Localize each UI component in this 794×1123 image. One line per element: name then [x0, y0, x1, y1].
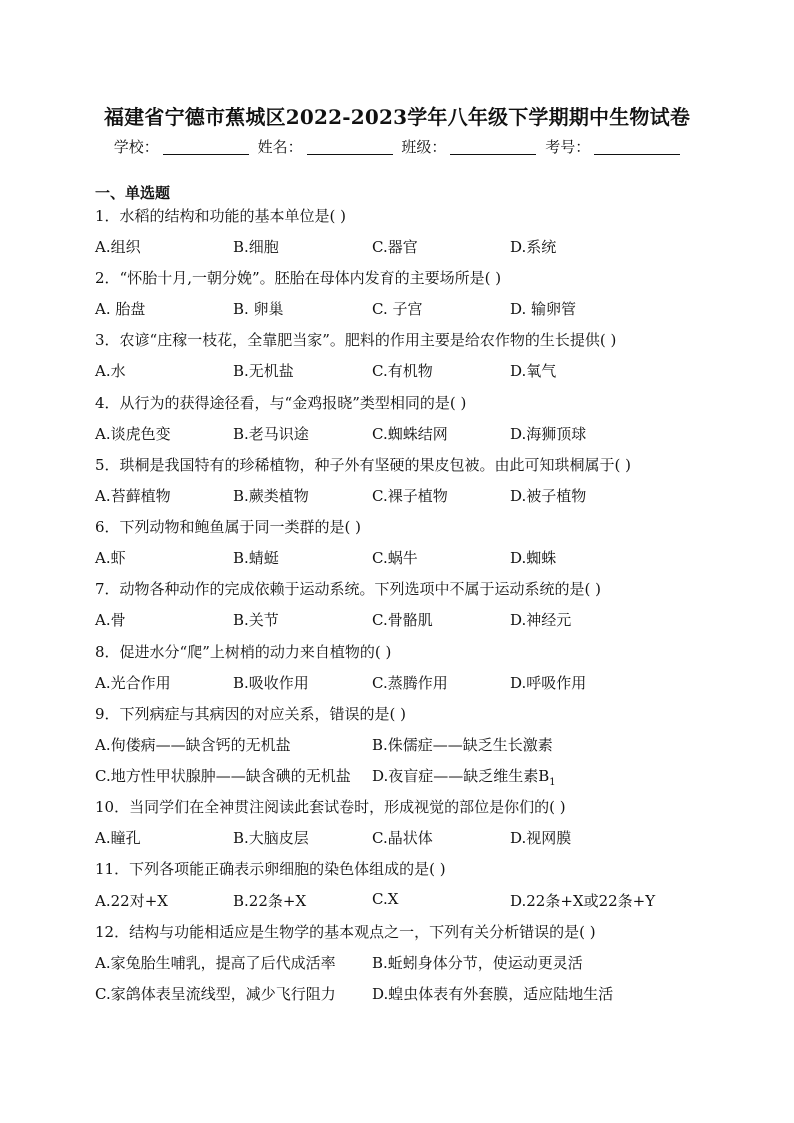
option-a: A.组织 — [95, 238, 141, 256]
option-c: C. 子宫 — [372, 300, 423, 318]
option-a: A.瞳孔 — [95, 829, 141, 847]
name-label: 姓名： — [257, 138, 303, 156]
option-d: D.海狮顶球 — [510, 425, 587, 443]
option-a: A.谈虎色变 — [95, 425, 171, 443]
question-stem: 2．“怀胎十月,一朝分娩”。胚胎在母体内发育的主要场所是( ) — [95, 269, 502, 287]
question-options — [95, 672, 715, 692]
option-c: C.器官 — [372, 238, 418, 256]
option-c: C.家鸽体表呈流线型，减少飞行阻力 — [95, 985, 336, 1003]
question-stem: 8．促进水分“爬”上树梢的动力来自植物的( ) — [95, 643, 392, 661]
option-a: A.苔藓植物 — [95, 487, 171, 505]
question-stem: 9．下列病症与其病因的对应关系，错误的是( ) — [95, 705, 407, 723]
option-a: A. 胎盘 — [95, 300, 146, 318]
option-d: D.神经元 — [510, 611, 572, 629]
option-b: B.蚯蚓身体分节，使运动更灵活 — [372, 954, 583, 972]
exam-no-blank — [594, 139, 680, 155]
exam-no-label: 考号： — [545, 138, 591, 156]
option-d: D.呼吸作用 — [510, 674, 587, 692]
option-b: B.蕨类植物 — [233, 487, 309, 505]
school-label: 学校： — [113, 138, 159, 156]
option-b: B.无机盐 — [233, 362, 294, 380]
option-a: A.光合作用 — [95, 674, 171, 692]
question-options — [95, 236, 715, 256]
question-options — [95, 952, 715, 972]
question-stem: 1．水稻的结构和功能的基本单位是( ) — [95, 207, 347, 225]
option-a: A.水 — [95, 362, 126, 380]
option-b: B.吸收作用 — [233, 674, 309, 692]
option-d: D.蝗虫体表有外套膜，适应陆地生活 — [372, 985, 614, 1003]
question-options — [95, 609, 715, 629]
question-stem: 5．珙桐是我国特有的珍稀植物，种子外有坚硬的果皮包被。由此可知珙桐属于( ) — [95, 456, 632, 474]
option-c: C.X — [372, 890, 399, 908]
question-options — [95, 485, 715, 505]
option-a: A.家兔胎生哺乳，提高了后代成活率 — [95, 954, 336, 972]
option-a: A.22对+X — [95, 892, 168, 910]
question-stem: 4．从行为的获得途径看，与“金鸡报晓”类型相同的是( ) — [95, 394, 467, 412]
option-d: D.被子植物 — [510, 487, 587, 505]
question-options — [95, 983, 715, 1003]
option-d — [372, 765, 556, 788]
question-stem: 3．农谚“庄稼一枝花，全靠肥当家”。肥料的作用主要是给农作物的生长提供( ) — [95, 331, 617, 349]
option-c: C.蒸腾作用 — [372, 674, 448, 692]
name-blank — [307, 139, 393, 155]
option-b: B.大脑皮层 — [233, 829, 309, 847]
exam-title: 福建省宁德市蕉城区2022-2023学年八年级下学期期中生物试卷 — [103, 105, 691, 129]
option-c: C.地方性甲状腺肿——缺含碘的无机盐 — [95, 767, 351, 785]
option-d: D. 输卵管 — [510, 300, 577, 318]
option-d: D.蜘蛛 — [510, 549, 557, 567]
question-options — [95, 360, 715, 380]
option-d: D.系统 — [510, 238, 557, 256]
question-options — [95, 765, 715, 788]
option-c: C.蜗牛 — [372, 549, 418, 567]
option-b: B.关节 — [233, 611, 279, 629]
option-b: B. 卵巢 — [233, 300, 284, 318]
question-stem: 7．动物各种动作的完成依赖于运动系统。下列选项中不属于运动系统的是( ) — [95, 580, 602, 598]
class-blank — [450, 139, 536, 155]
option-d: D.22条+X或22条+Y — [510, 892, 656, 910]
option-b: B.细胞 — [233, 238, 279, 256]
option-d-text: D.夜盲症——缺乏维生素B — [372, 767, 550, 785]
option-a: A.骨 — [95, 611, 126, 629]
question-options — [95, 298, 715, 318]
option-a: A.佝偻病——缺含钙的无机盐 — [95, 736, 291, 754]
option-c: C.蜘蛛结网 — [372, 425, 448, 443]
option-a: A.虾 — [95, 549, 126, 567]
question-options — [95, 890, 715, 910]
option-c: C.裸子植物 — [372, 487, 448, 505]
question-options — [95, 547, 715, 567]
option-d: D.视网膜 — [510, 829, 572, 847]
option-c: C.有机物 — [372, 362, 433, 380]
option-c: C.骨骼肌 — [372, 611, 433, 629]
option-b: B.22条+X — [233, 892, 307, 910]
option-b: B.蜻蜓 — [233, 549, 279, 567]
question-stem: 6．下列动物和鲍鱼属于同一类群的是( ) — [95, 518, 362, 536]
question-options — [95, 827, 715, 847]
option-b: B.侏儒症——缺乏生长激素 — [372, 736, 553, 754]
student-info-line — [0, 136, 794, 157]
question-options — [95, 734, 715, 754]
class-label: 班级： — [401, 138, 447, 156]
question-options — [95, 423, 715, 443]
question-stem: 11．下列各项能正确表示卵细胞的染色体组成的是( ) — [95, 860, 446, 878]
subscript: 1 — [549, 777, 556, 788]
option-d: D.氧气 — [510, 362, 557, 380]
option-b: B.老马识途 — [233, 425, 309, 443]
question-stem: 10．当同学们在全神贯注阅读此套试卷时，形成视觉的部位是你们的( ) — [95, 798, 566, 816]
school-blank — [163, 139, 249, 155]
option-c: C.晶状体 — [372, 829, 433, 847]
question-stem: 12．结构与功能相适应是生物学的基本观点之一，下列有关分析错误的是( ) — [95, 923, 596, 941]
section-heading: 一、单选题 — [95, 184, 171, 202]
